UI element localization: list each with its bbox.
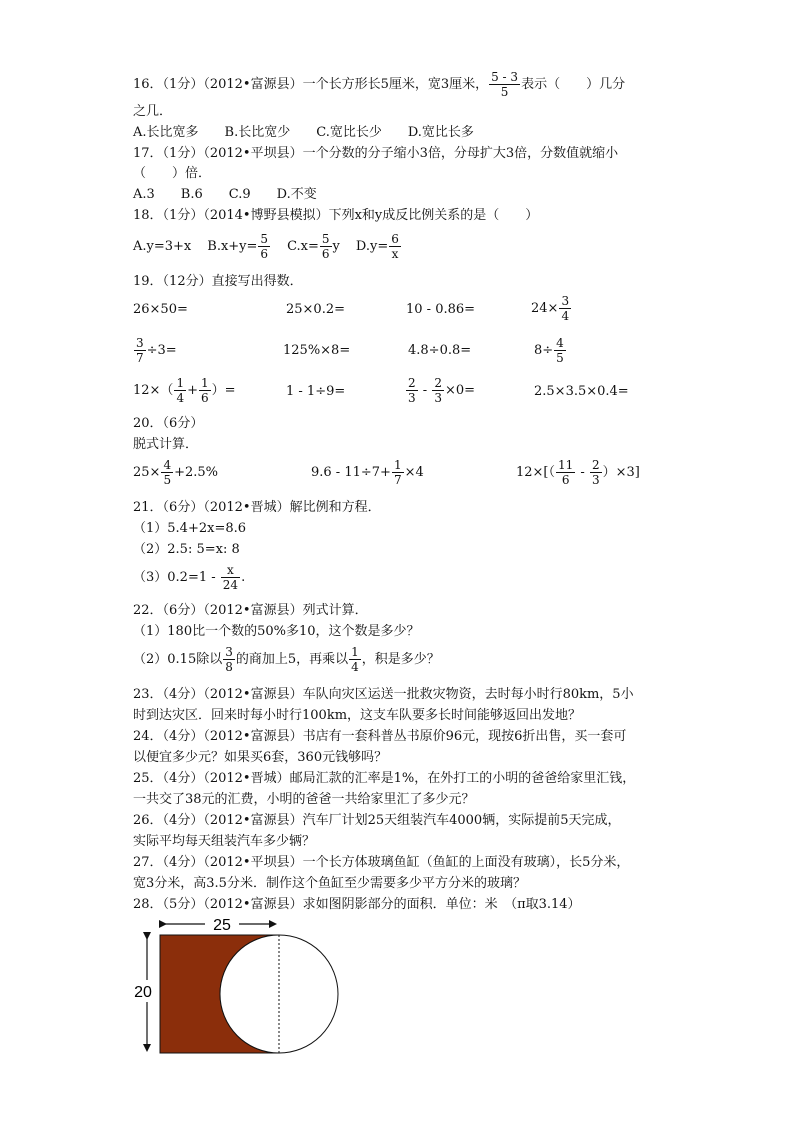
q21-part-1: （1）5.4+2x=8.6 (133, 521, 247, 536)
q16-options: A.长比宽多 B.长比宽少 C.宽比长少 D.宽比长多 (133, 125, 474, 140)
q16-fraction: $\frac{5 - 3}{5}$ (491, 70, 519, 99)
q18-stem: 18．（1分）（2014•博野县模拟）下列x和y成反比例关系的是（ ） (133, 208, 539, 223)
q19-r2c3: 4.8÷0.8= (408, 343, 472, 358)
q19-r1c3: 10 - 0.86= (406, 302, 476, 317)
q18-options (133, 232, 402, 261)
q21-part-3: （3）0.2=1 - $\frac{x}{24}$ . (133, 563, 246, 592)
q19-r3c2: 1 - 1÷9= (286, 384, 346, 399)
q21-stem: 21．（6分）（2012•晋城）解比例和方程． (133, 500, 381, 515)
q19-r3c1: 12×（ $\frac{1}{4}$ + $\frac{1}{6}$ ）= (133, 376, 236, 405)
width-label: 25 (213, 917, 231, 934)
height-label: 20 (134, 984, 152, 1001)
q27-line-2: 宽3分米，高3.5分米．制作这个鱼缸至少需要多少平方分米的玻璃？ (133, 876, 526, 891)
q27-line-1: 27．（4分）（2012•平坝县）一个长方体玻璃鱼缸（鱼缸的上面没有玻璃），长5分米， (133, 855, 630, 870)
q17-stem: 17．（1分）（2012•平坝县）一个分数的分子缩小3倍，分母扩大3倍，分数值就缩小 (133, 146, 619, 161)
q18-option-a: A.y=3+x (133, 239, 192, 254)
q17-stem-cont: （ ）倍． (133, 166, 212, 181)
q24-line-1: 24．（4分）（2012•富源县）书店有一套科普丛书原价96元，现按6折出售，买一套可 (133, 729, 627, 744)
q28-stem: 28．（5分）（2012•富源县）求如图阴影部分的面积．单位：米 （π取3.14） (133, 897, 581, 912)
q26-line-2: 实际平均每天组装汽车多少辆？ (133, 834, 316, 849)
q23-line-2: 时到达灾区．回来时每小时行100km，这支车队要多长时间能够返回出发地？ (133, 708, 582, 723)
q21-part-2: （2）2.5: 5=x: 8 (133, 542, 240, 557)
q20-expr-3: 12×[（ $\frac{11}{6}$ - $\frac{2}{3}$ ）×3] (516, 458, 640, 487)
q18-option-c: C.x= $\frac{5}{6}$ y (287, 232, 340, 261)
q19-r3c3: $\frac{2}{3}$ - $\frac{2}{3}$ ×0= (408, 376, 476, 405)
q18-option-d: D.y= $\frac{6}{x}$ (355, 232, 399, 261)
q19-r2c1: $\frac{3}{7}$ ÷3= (136, 336, 177, 365)
q16-stem: 16．（1分）（2012•富源县）一个长方形长5厘米，宽3厘米， $\frac{5 - 3}{5}$ 表示（ ）几分 (133, 70, 626, 99)
q19-r1c4: 24× $\frac{3}{4}$ (531, 294, 570, 323)
q26-line-1: 26．（4分）（2012•富源县）汽车厂计划25天组装汽车4000辆，实际提前5天完成， (133, 813, 621, 828)
q19-r3c4: 2.5×3.5×0.4= (534, 384, 629, 399)
q20-expr-2: 9.6 - 11÷7+ $\frac{1}{7}$ ×4 (311, 458, 424, 487)
q24-line-2: 以便宜多少元？如果买6套，360元钱够吗？ (133, 750, 388, 765)
q22-part-2: （2）0.15除以 $\frac{3}{8}$ 的商加上5，再乘以 $\frac{1}{4}$ ，积是多少？ (133, 645, 440, 674)
q17-options: A.3 B.6 C.9 D.不变 (133, 187, 317, 202)
q25-line-2: 一共交了38元的汇费，小明的爸爸一共给家里汇了多少元？ (133, 792, 475, 807)
q18-option-b: B.x+y= $\frac{5}{6}$ (207, 232, 269, 261)
q19-r2c4: 8÷ $\frac{4}{5}$ (534, 336, 564, 365)
q22-stem: 22．（6分）（2012•富源县）列式计算． (133, 603, 368, 618)
q16-stem-cont: 之几． (133, 104, 173, 119)
q19-r2c2: 125%×8= (283, 343, 351, 358)
q20-stem: 20．（6分） (133, 416, 204, 431)
q25-line-1: 25．（4分）（2012•晋城）邮局汇款的汇率是1%，在外打工的小明的爸爸给家里汇钱， (133, 771, 636, 786)
q28-figure (125, 910, 345, 1060)
q19-r1c2: 25×0.2= (286, 302, 346, 317)
q23-line-1: 23．（4分）（2012•富源县）车队向灾区运送一批救灾物资，去时每小时行80km，5小 (133, 687, 634, 702)
q20-sub: 脱式计算． (133, 437, 199, 452)
q19-stem: 19．（12分）直接写出得数． (133, 274, 303, 289)
q22-part-1: （1）180比一个数的50%多10，这个数是多少？ (133, 624, 420, 639)
q19-r1c1: 26×50= (133, 302, 188, 317)
q20-expr-1: 25× $\frac{4}{5}$ +2.5% (133, 458, 218, 487)
